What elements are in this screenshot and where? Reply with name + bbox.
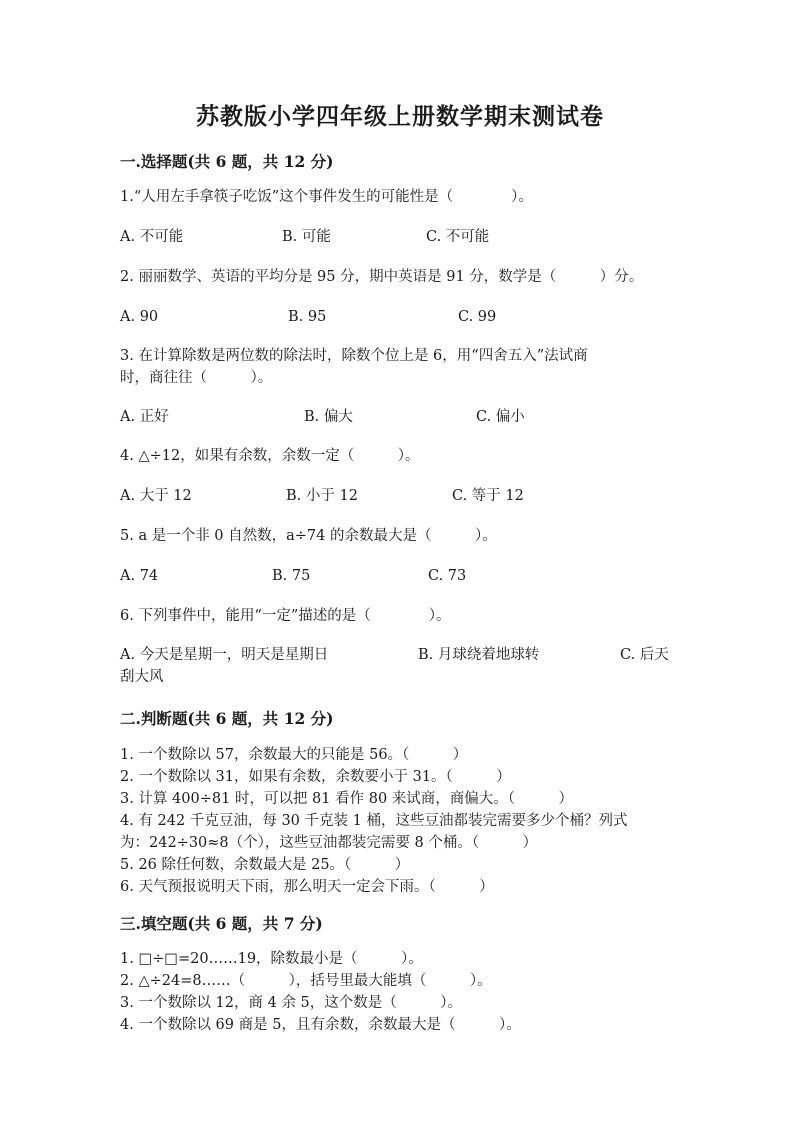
- option-c: C. 等于 12: [452, 488, 524, 504]
- page-title: 苏教版小学四年级上册数学期末测试卷: [196, 103, 604, 130]
- option-a: A. 大于 12: [120, 488, 192, 504]
- question-text: 2. 丽丽数学、英语的平均分是 95 分，期中英语是 91 分，数学是（ ）分。: [120, 269, 644, 285]
- question-text: 时，商往往（ ）。: [120, 370, 273, 386]
- question-text: 1.“人用左手拿筷子吃饭”这个事件发生的可能性是（ ）。: [120, 189, 533, 205]
- option-a: A. 不可能: [120, 229, 184, 245]
- option-b: B. 月球绕着地球转: [418, 647, 540, 663]
- option-c: C. 不可能: [426, 229, 490, 245]
- option-c: C. 偏小: [476, 409, 525, 425]
- section-heading-judgement: 二.判断题(共 6 题，共 12 分): [120, 709, 334, 728]
- option-continuation: 刮大风: [120, 669, 164, 685]
- option-c: C. 73: [428, 568, 467, 584]
- option-b: B. 小于 12: [286, 488, 358, 504]
- option-a: A. 今天是星期一，明天是星期日: [120, 647, 329, 663]
- statement-line: 3. 计算 400÷81 时，可以把 81 看作 80 来试商，商偏大。（ ）: [120, 791, 574, 807]
- question-text: 6. 下列事件中，能用“一定”描述的是（ ）。: [120, 608, 451, 624]
- question-text: 3. 在计算除数是两位数的除法时，除数个位上是 6，用“四舍五入”法试商: [120, 348, 588, 364]
- option-b: B. 75: [272, 568, 311, 584]
- question-text: 5. a 是一个非 0 自然数，a÷74 的余数最大是（ ）。: [120, 528, 497, 544]
- option-a: A. 正好: [120, 409, 169, 425]
- option-a: A. 90: [120, 309, 159, 325]
- option-b: B. 偏大: [304, 409, 353, 425]
- fill-blank-line: 3. 一个数除以 12，商 4 余 5，这个数是（ ）。: [120, 995, 463, 1011]
- question-text: 4. △÷12，如果有余数，余数一定（ ）。: [120, 448, 420, 464]
- option-c: C. 后天: [620, 647, 669, 663]
- option-c: C. 99: [458, 309, 497, 325]
- option-a: A. 74: [120, 568, 159, 584]
- statement-line: 1. 一个数除以 57，余数最大的只能是 56。（ ）: [120, 747, 468, 763]
- statement-line: 4. 有 242 千克豆油，每 30 千克装 1 桶，这些豆油都装完需要多少个桶？列式: [120, 813, 628, 829]
- statement-line: 6. 天气预报说明天下雨，那么明天一定会下雨。（ ）: [120, 879, 494, 895]
- fill-blank-line: 1. □÷□=20……19，除数最小是（ ）。: [120, 951, 423, 967]
- fill-blank-line: 4. 一个数除以 69 商是 5，且有余数，余数最大是（ ）。: [120, 1017, 521, 1033]
- statement-line: 2. 一个数除以 31，如果有余数，余数要小于 31。（ ）: [120, 769, 511, 785]
- fill-blank-line: 2. △÷24=8……（ ），括号里最大能填（ ）。: [120, 973, 492, 989]
- section-heading-choice: 一.选择题(共 6 题，共 12 分): [120, 152, 334, 171]
- section-heading-fill-blank: 三.填空题(共 6 题，共 7 分): [120, 914, 323, 933]
- option-b: B. 可能: [282, 229, 331, 245]
- statement-line: 5. 26 除任何数，余数最大是 25。（ ）: [120, 857, 410, 873]
- option-b: B. 95: [288, 309, 327, 325]
- statement-line: 为：242÷30≈8（个），这些豆油都装完需要 8 个桶。（ ）: [120, 835, 538, 851]
